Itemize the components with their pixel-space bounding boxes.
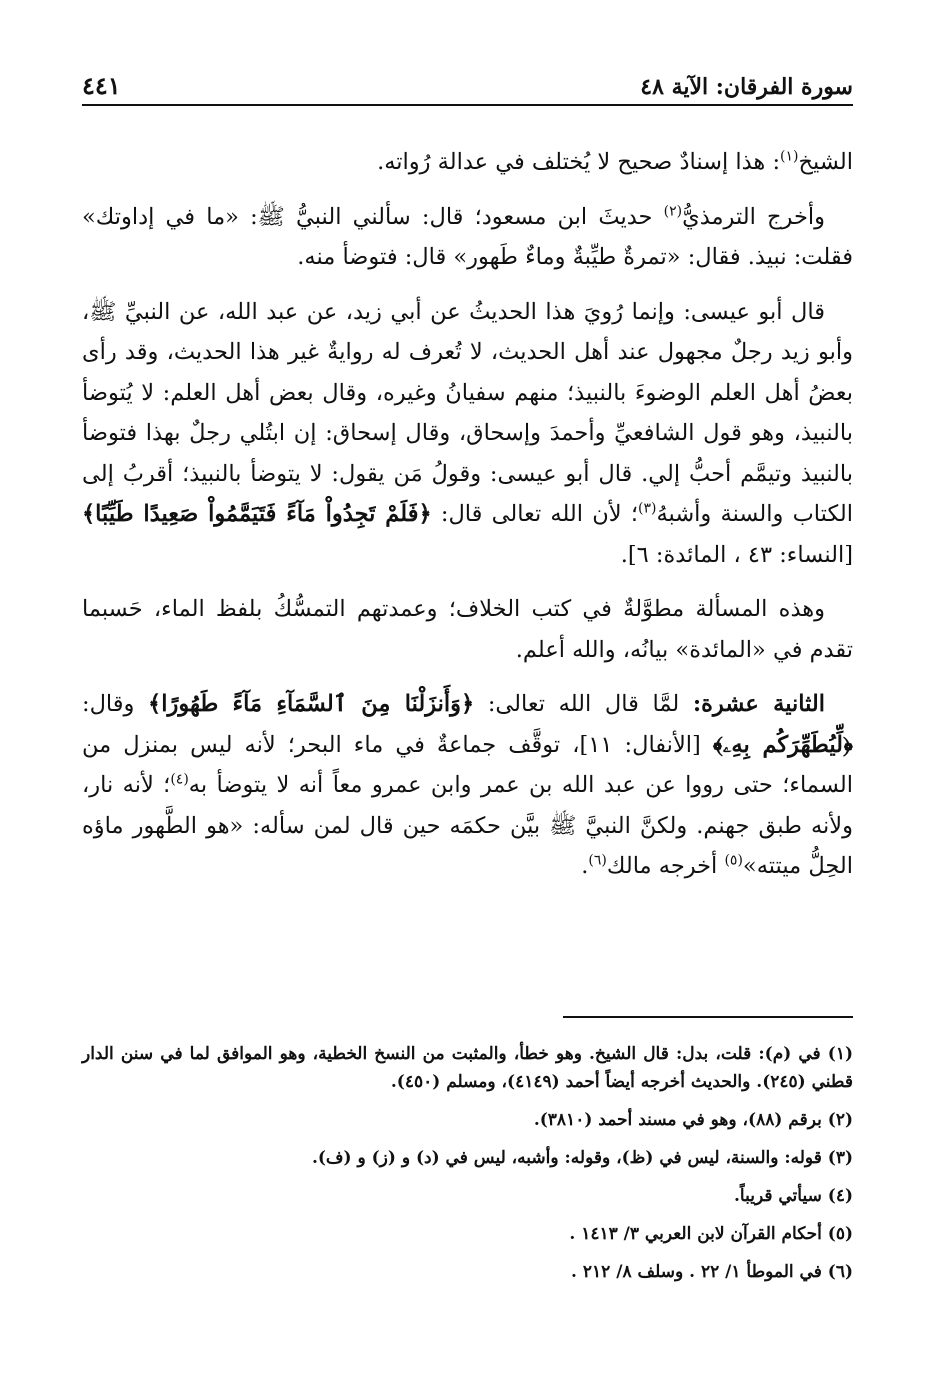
text-run: ؛ لأن الله تعالى قال: [431,501,638,527]
main-text [82,142,853,901]
text-run: ؛ لأنه نار، ولأنه طبق جهنم. ولكنَّ النبيَّ ﷺ بيَّن حكمَه حين قال لمن سأله: «هو الطَّهور ماؤه الحِلُّ ميتته» [82,772,853,879]
text-run: الشيخ [798,149,853,175]
paragraph-1 [82,142,853,183]
text-run: [الأنفال: ١١]، توقَّف جماعةٌ في ماء البحر؛ لأنه ليس بمنزل من السماء؛ حتى رووا عن عبد الله بن عمر وابن عمرو معاً أنه لا يتوضأ به [82,731,853,798]
quran-verse: ﴿لِّيُطَهِّرَكُم بِهِۦ﴾ [712,731,854,758]
page-header [82,60,853,106]
section-label: الثانية عشرة: [692,691,826,717]
footnote-marker-1: (١) [780,148,799,165]
surah-title: سورة الفرقان: الآية ٤٨ [640,74,853,100]
footnote-marker-3: (٣) [638,500,657,517]
footnote-marker-2: (٢) [663,203,683,219]
text-run: حديثَ ابن مسعود؛ قال: سألني النبيُّ ﷺ: «ما في إداوتك» فقلت: نبيذ. فقال: «تمرةٌ طيِّبةٌ وماءٌ طَهور» قال: فتوضأ منه. [82,203,853,270]
footnote-5: (٥) أحكام القرآن لابن العربي ٣/ ١٤١٣ . [569,1224,853,1244]
text-run: لمَّا قال الله تعالى: [474,691,693,717]
footnote-marker-5: (٥) [724,852,743,869]
text-run: : هذا إسنادٌ صحيح لا يُختلف في عدالة رُواته. [377,149,781,175]
text-run: . [581,853,589,879]
verse-reference: [النساء: ٤٣ ، المائدة: ٦]. [620,541,853,568]
footnote-6: (٦) في الموطأ ١/ ٢٢ . وسلف ٨/ ٢١٢ . [571,1262,853,1282]
footnote-marker-6: (٦) [588,852,607,869]
quran-verse: ﴿وَأَنزَلْنَا مِنَ ٱلسَّمَآءِ مَآءً طَهُورًا﴾ [148,691,475,717]
paragraph-4 [82,589,853,670]
footnote-marker-4: (٤) [170,771,189,788]
footnotes [82,1040,853,1296]
footnote-3: (٣) قوله: والسنة، ليس في (ظ)، وقوله: وأشبه، ليس في (د) و (ز) و (ف). [311,1148,853,1168]
footnote-divider [563,1016,853,1018]
footnote-4: (٤) سيأتي قريباً. [734,1186,853,1206]
text-run: قال أبو عيسى: وإنما رُويَ هذا الحديثُ عن أبي زيد، عن عبد الله، عن النبيِّ ﷺ، وأبو زيد رجلٌ مجهول عند أهل الحديث، لا تُعرف له روايةٌ غير هذا الحديث، وقد رأى بعضُ أهل العلم الوضوءَ بالنبيذ؛ منهم سفيانُ وغيره، وقال بعض أهل العلم: لا يُتوضأ بالنبيذ، وهو قول الشافعيِّ وأحمدَ وإسحاق، وقال إسحاق: إن ابتُلي رجلٌ بهذا فتوضأ بالنبيذ وتيمَّم أحبُّ إلي. قال أبو عيسى: وقولُ مَن يقول: لا يتوضأ بالنبيذ؛ أقربُ إلى الكتاب والسنة وأشبهُ [82,298,853,527]
paragraph-3 [82,292,853,576]
text-run: وهذه المسألة مطوَّلةٌ في كتب الخلاف؛ وعمدتهم التمسُّكُ بلفظ الماء، حَسبما تقدم في «المائدة» بيانُه، والله أعلم. [82,596,853,663]
paragraph-2 [82,197,853,278]
paragraph-5 [82,684,853,887]
footnote-1: (١) في (م): قلت، بدل: قال الشيخ. وهو خطأ، والمثبت من النسخ الخطية، وهو الموافق لما في سنن الدار قطني (٢٤٥). والحديث أخرجه أيضاً أحمد (٤١٤٩)، ومسلم (٤٥٠). [82,1044,853,1092]
footnote-2: (٢) برقم (٨٨)، وهو في مسند أحمد (٣٨١٠). [533,1110,853,1130]
page-number: ٤٤١ [82,71,121,100]
text-run: أخرجه مالك [606,853,725,879]
text-run: وأخرج الترمذيُّ [682,203,825,230]
quran-verse: ﴿فَلَمْ تَجِدُواْ مَآءً فَتَيَمَّمُواْ صَعِيدًا طَيِّبًا﴾ [82,501,432,527]
text-run: وقال: [82,691,149,717]
